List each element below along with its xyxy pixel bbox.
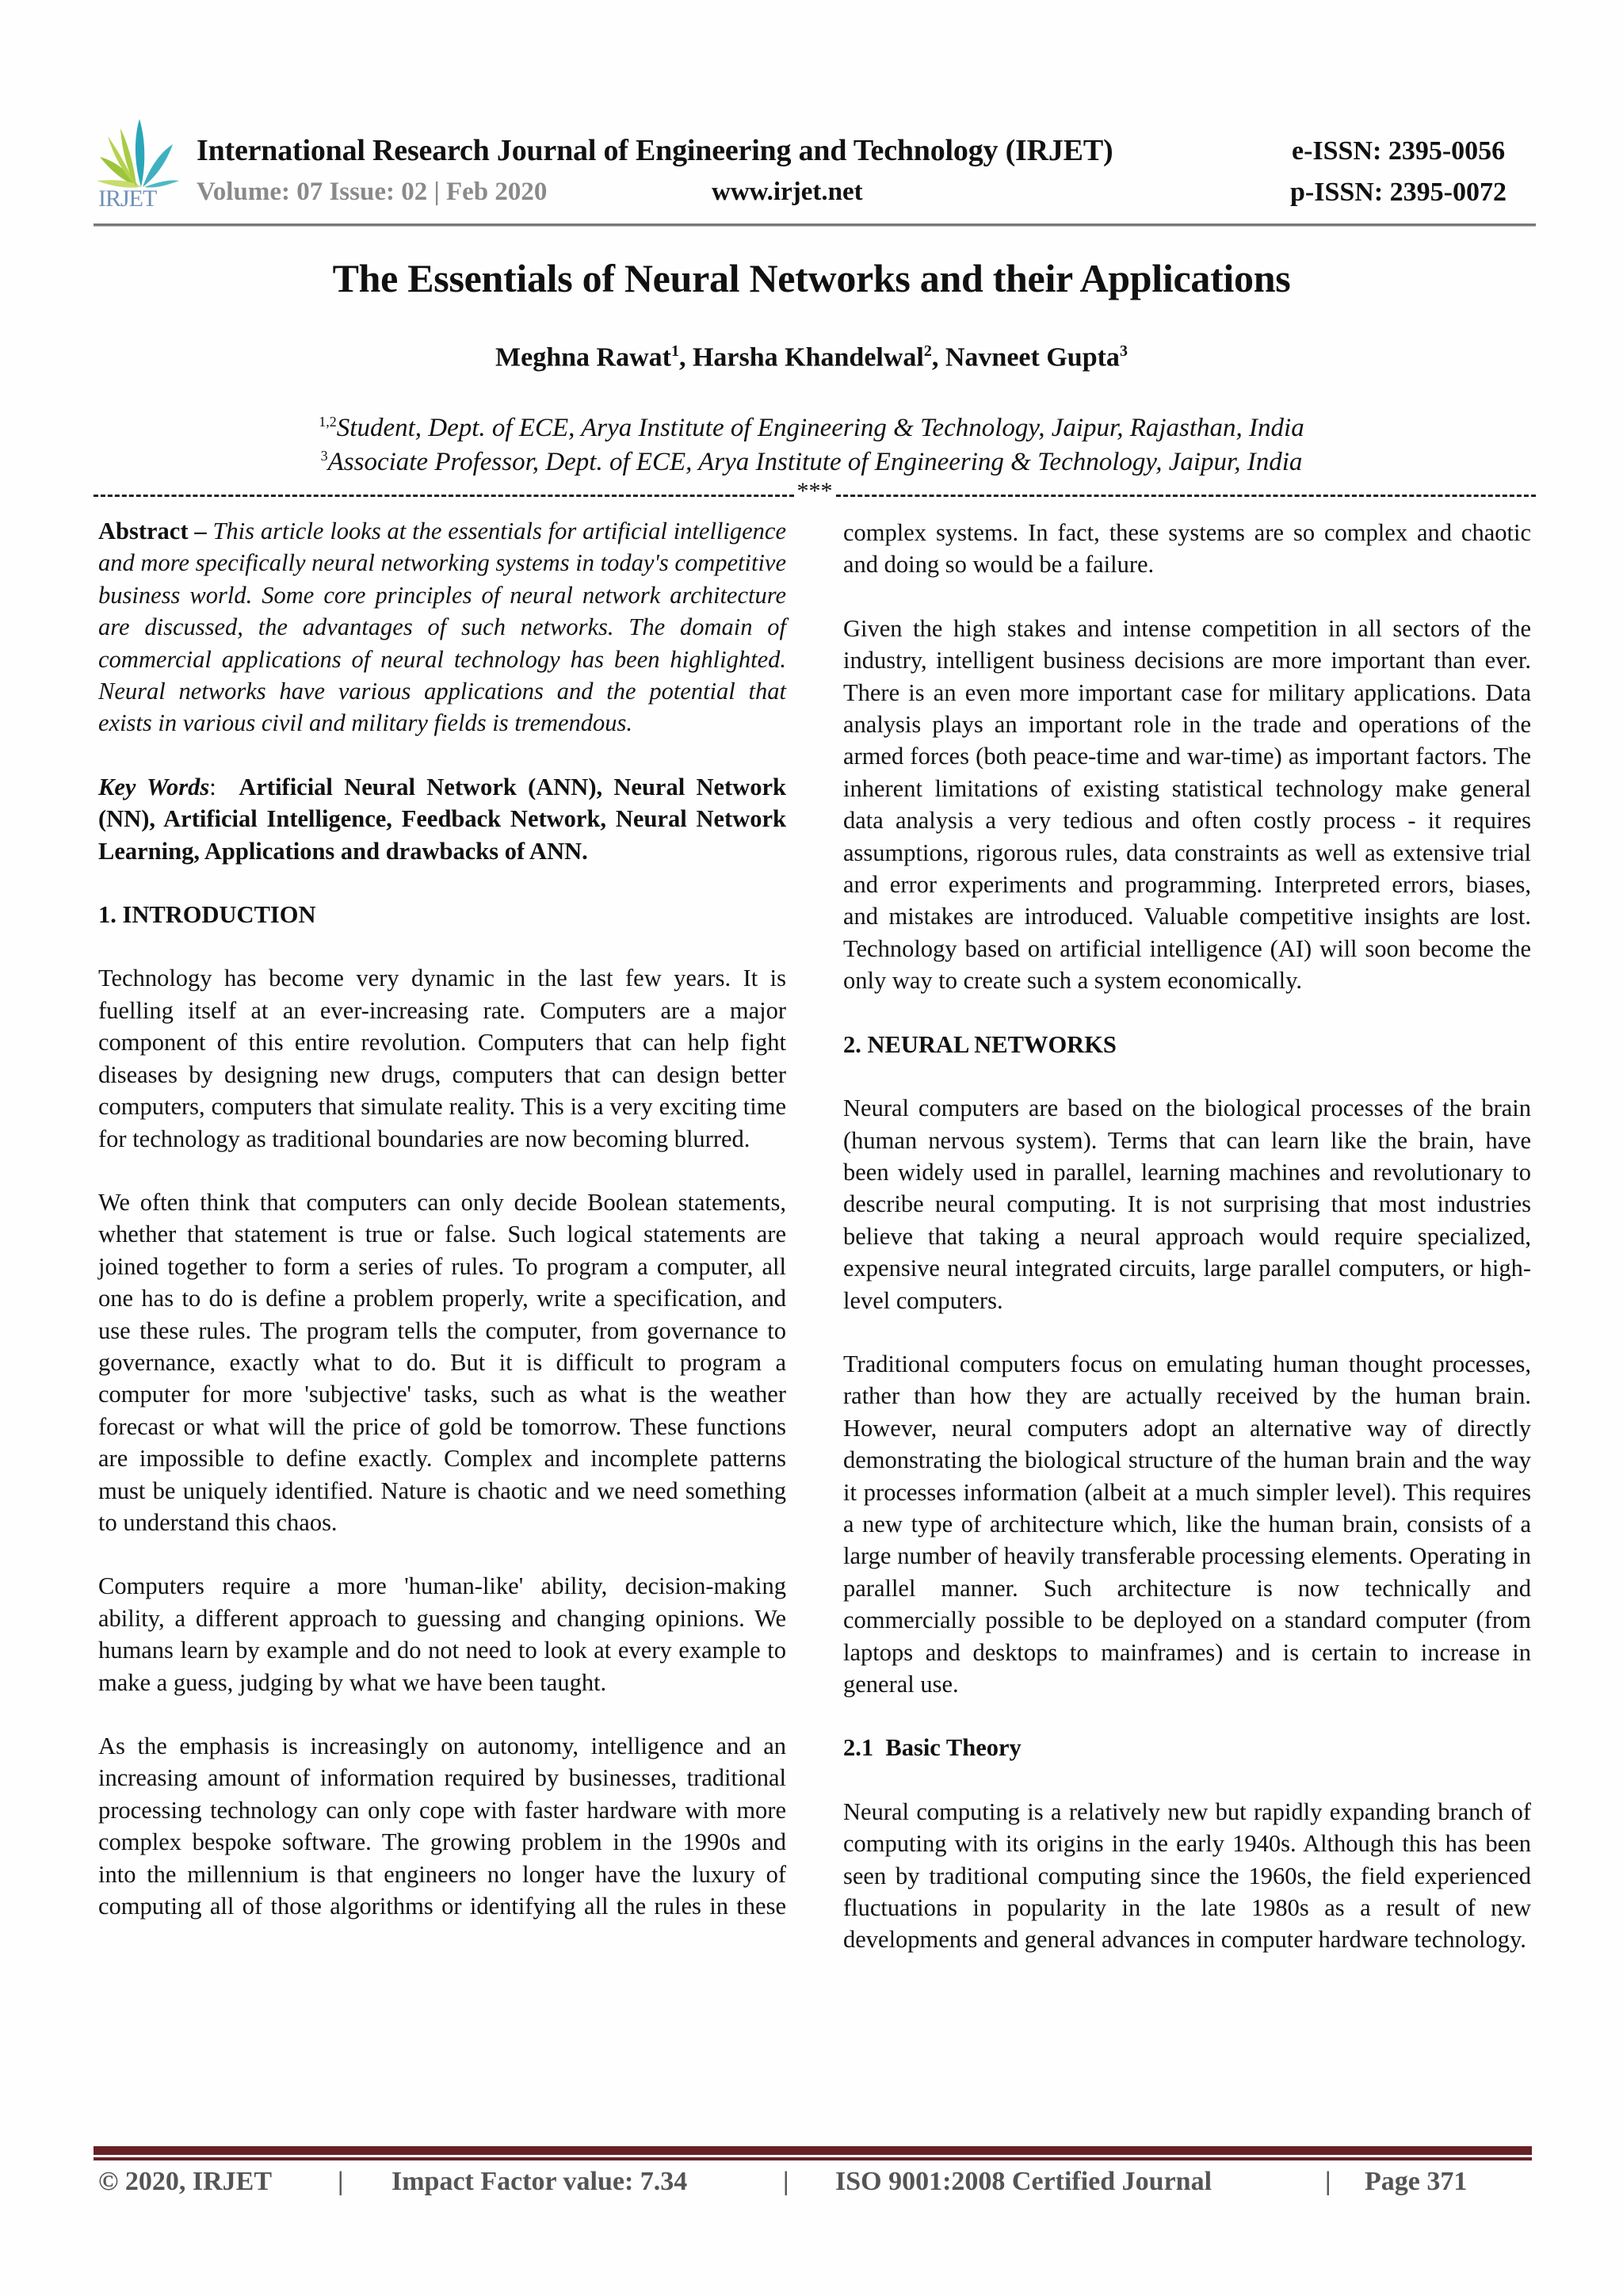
author-name: Harsha Khandelwal [692,342,924,372]
footer-page-number: Page 371 [1365,2167,1468,2196]
footer-iso: ISO 9001:2008 Certified Journal [835,2167,1212,2196]
keywords [98,771,786,867]
journal-header [94,117,1536,228]
body-paragraph: We often think that computers can only decide Boolean statements, whether that statement is true or false. Such logical statements are joined together to form a series of rules. To program a computer, all one has to do is define a problem properly, write a specification, and use these rules. The program tells the computer, from governance to governance, exactly what to do. But it is difficult to program a computer for more 'subjective' tasks, such as what is the weather forecast or what will the price of gold be tomorrow. These functions are impossible to define exactly. Complex and incomplete patterns must be uniquely identified. Nature is chaotic and we need something to understand this chaos. [98,1188,786,1536]
keywords-colon: : [209,773,239,800]
affiliation-sup: 1,2 [319,414,337,430]
leaf-logo-icon [94,117,181,189]
footer-separator: | [783,2167,789,2196]
section-divider [94,479,1536,503]
left-column [98,515,786,1954]
author-separator: , [678,342,693,372]
paper-title: The Essentials of Neural Networks and their Applications [332,256,1291,300]
abstract-label: Abstract – [98,518,213,544]
journal-title: International Research Journal of Engineering and Technology (IRJET) [197,134,1113,167]
body-paragraph: Traditional computers focus on emulating human thought processes, rather than how they are actually received by the human brain. However, neural computers adopt an alternative way of directly demonstrating the biological structure of the human brain and the way it processes information (albeit at a much simpler level). This requires a new type of architecture which, like the human brain, consists of a large number of heavily transferable processing elements. Operating in parallel manner. Such architecture is now technically and commercially possible to be deployed on a standard computer (from laptops and desktops to mainframes) and is certain to increase in general use. [843,1350,1531,1698]
abstract-text: This article looks at the essentials for artificial intelligence and more specifically neural networking systems in today's competitive business world. Some core principles of neural network architecture are discussed, the advantages of such networks. The domain of commercial applications of neural technology has been highlighted. Neural networks have various applications and the potential that exists in various civil and military fields is tremendous. [98,518,786,737]
author-name: Meghna Rawat [495,342,671,372]
author-sup: 2 [923,342,932,360]
footer-copyright: © 2020, IRJET [98,2167,273,2196]
author-list [0,342,1623,372]
affiliation [0,414,1623,443]
dashed-rule [94,495,794,497]
body-paragraph: Neural computing is a relatively new but rapidly expanding branch of computing with its origins in the early 1940s. Although this has been seen by traditional computing since the 1960s, the field experienced fluctuations in popularity in the late 1980s as a result of new developments and general advances in computer hardware technology. [843,1797,1531,1954]
volume-issue: Volume: 07 Issue: 02 | Feb 2020 [197,178,548,206]
affiliation [0,448,1623,477]
author-separator: , [931,342,945,372]
affiliation-sup: 3 [320,448,328,464]
right-column [843,517,1531,1988]
body-paragraph: Computers require a more 'human-like' ability, decision-making ability, a different approach to guessing and changing opinions. We humans learn by example and do not need to look at every example to make a guess, judging by what we have been taught. [98,1572,786,1696]
body-paragraph: Given the high stakes and intense competition in all sectors of the industry, intelligent business decisions are more important than ever. There is an even more important case for military applications. Data analysis plays an important role in the trade and operations of the armed forces (both peace-time and war-time) as important factors. The inherent limitations of existing statistical technology make general data analysis a very tedious and often costly process - it requires assumptions, rigorous rules, data constraints as well as extensive trial and error experiments and programming. Interpreted errors, biases, and mistakes are introduced. Valuable competitive insights are lost. Technology based on artificial intelligence (AI) will soon become the only way to create such a system economically. [843,614,1531,995]
section-heading-neural-networks: 2. NEURAL NETWORKS [843,1030,1117,1058]
body-paragraph: Technology has become very dynamic in the last few years. It is fuelling itself at an ever-increasing rate. Computers are a major component of this entire revolution. Computers that can help fight diseases by designing new drugs, computers that can design better computers, computers that simulate reality. This is a very exciting time for technology as traditional boundaries are now becoming blurred. [98,965,786,1152]
irjet-logo [94,117,181,220]
subsection-heading-basic-theory: 2.1 Basic Theory [843,1734,1022,1762]
footer-rule [94,2146,1532,2155]
dashed-rule [836,495,1537,497]
keywords-label: Key Words [98,773,210,800]
section-heading-introduction: 1. INTRODUCTION [98,901,316,929]
author-name: Navneet Gupta [945,342,1120,372]
abstract [98,515,786,739]
affiliation-text: Associate Professor, Dept. of ECE, Arya Institute of Engineering & Technology, Jaipur, India [327,448,1303,476]
journal-website-link[interactable]: www.irjet.net [712,178,863,206]
body-paragraph: Neural computers are based on the biological processes of the brain (human nervous system). Terms that can learn like the brain, have been widely used in parallel, learning machines and revolutionary to describe neural computing. It is not surprising that most industries believe that taking a neural approach would require specialized, expensive neural integrated circuits, large parallel computers, or high-level computers. [843,1095,1531,1314]
body-paragraph: complex systems. In fact, these systems are so complex and chaotic and doing so would be a failure. [843,519,1531,579]
divider-mark: *** [796,478,833,504]
body-paragraph: As the emphasis is increasingly on autonomy, intelligence and an increasing amount of information required by businesses, traditional processing technology can only cope with faster hardware with more complex bespoke software. The growing problem in the 1990s and into the millennium is that engineers no longer have the luxury of computing all of those algorithms or identifying all the rules in these [98,1733,786,1920]
footer-rule [94,2157,1532,2160]
footer-impact-factor: Impact Factor value: 7.34 [391,2167,688,2196]
keywords-text: Artificial Neural Network (ANN), Neural Network (NN), Artificial Intelligence, Feedback Network, Neural Network Learning, Applications and drawbacks of ANN. [98,773,786,865]
affiliation-text: Student, Dept. of ECE, Arya Institute of Engineering & Technology, Jaipur, Rajasthan, India [336,414,1304,442]
footer-separator: | [338,2167,344,2196]
author-sup: 1 [670,342,679,360]
p-issn: p-ISSN: 2395-0072 [1290,178,1507,207]
e-issn: e-ISSN: 2395-0056 [1292,136,1506,166]
logo-wordmark: IRJET [98,185,157,212]
author-sup: 3 [1119,342,1128,360]
footer-separator: | [1325,2167,1331,2196]
header-rule [94,223,1536,227]
